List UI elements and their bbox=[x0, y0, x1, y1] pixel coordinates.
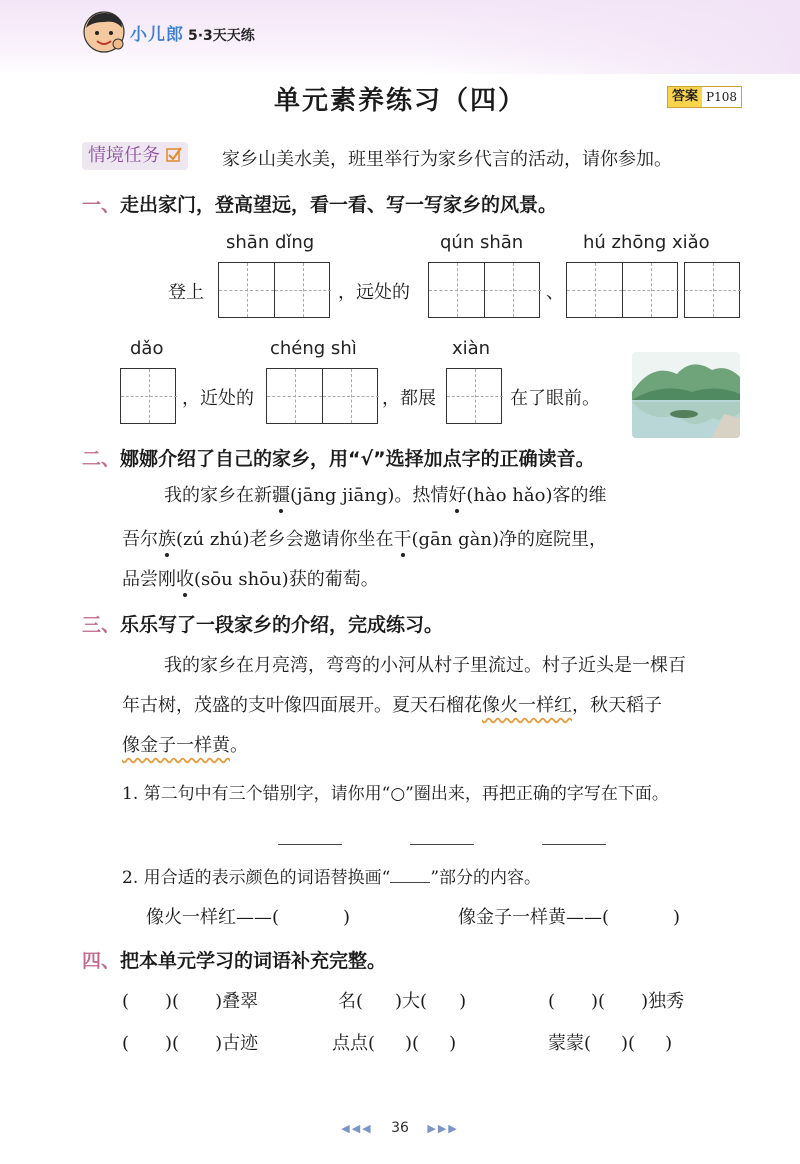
pinyin-2: qún shān bbox=[440, 232, 524, 253]
section-3-para-line-1: 我的家乡在月亮湾，弯弯的小河从村子里流过。村子近头是一棵百 bbox=[164, 655, 686, 676]
write-box-huzhong[interactable] bbox=[566, 262, 678, 318]
text-douzhan: ，都展 bbox=[382, 388, 436, 409]
section-3-para-line-2: 年古树，茂盛的支叶像四面展开。夏天石榴花像火一样红，秋天稻子 bbox=[122, 695, 662, 716]
section-3-heading: 三、乐乐写了一段家乡的介绍，完成练习。 bbox=[82, 614, 444, 636]
text-dengshang: 登上 bbox=[168, 282, 204, 303]
brand-logo: 小儿郎 5·3天天练 bbox=[130, 25, 255, 45]
section-1-heading: 一、走出家门，登高望远，看一看、写一写家乡的风景。 bbox=[82, 194, 558, 216]
word-row-2-a: ( )( )古迹 bbox=[122, 1033, 259, 1054]
page-footer bbox=[0, 1120, 800, 1136]
pinyin-1: shān dǐng bbox=[226, 232, 315, 253]
word-row-1-a: ( )( )叠翠 bbox=[122, 991, 259, 1012]
task-text: 家乡山美水美，班里举行为家乡代言的活动，请你参加。 bbox=[222, 149, 672, 170]
text-yuanchu: ，远处的 bbox=[338, 282, 410, 303]
write-box-shanding[interactable] bbox=[218, 262, 330, 318]
answer-page: P108 bbox=[702, 87, 741, 107]
word-row-2-b: 点点( )( ) bbox=[332, 1033, 457, 1054]
write-box-chengshi[interactable] bbox=[266, 368, 378, 424]
write-box-dao[interactable] bbox=[120, 368, 176, 424]
text-yanqian: 在了眼前。 bbox=[510, 388, 600, 409]
word-row-1-b: 名( )大( ) bbox=[338, 991, 467, 1012]
section-2-line-2: 吾尔族(zú zhú)老乡会邀请你坐在干(gān gàn)净的庭院里， bbox=[122, 529, 607, 550]
pinyin-4: dǎo bbox=[130, 338, 164, 359]
section-2-line-1: 我的家乡在新疆(jāng jiāng)。热情好(hào hǎo)客的维 bbox=[164, 485, 607, 506]
write-box-xian[interactable] bbox=[446, 368, 502, 424]
question-1: 1. 第二句中有三个错别字，请你用“○”圈出来，再把正确的字写在下面。 bbox=[122, 784, 669, 804]
task-tag: 情境任务 bbox=[82, 142, 188, 170]
replace-red: 像火一样红——( ) bbox=[146, 907, 351, 928]
answer-blank-1[interactable] bbox=[278, 844, 342, 845]
answer-label: 答案 bbox=[672, 89, 699, 104]
pinyin-6: xiàn bbox=[452, 338, 491, 359]
section-3-para-line-3: 像金子一样黄。 bbox=[122, 735, 248, 756]
answer-blank-3[interactable] bbox=[542, 844, 606, 845]
replace-yellow: 像金子一样黄——( ) bbox=[458, 907, 681, 928]
word-row-1-c: ( )( )独秀 bbox=[548, 991, 685, 1012]
text-dunhao: 、 bbox=[546, 282, 564, 303]
word-row-2-c: 蒙蒙( )( ) bbox=[548, 1033, 673, 1054]
question-2: 2. 用合适的表示颜色的词语替换画“ ”部分的内容。 bbox=[122, 868, 542, 888]
section-2-heading: 二、娜娜介绍了自己的家乡，用“√”选择加点字的正确读音。 bbox=[82, 448, 595, 470]
page-number: 36 bbox=[391, 1120, 409, 1136]
text-jinchu: ，近处的 bbox=[182, 388, 254, 409]
checkbox-icon bbox=[166, 147, 182, 163]
pinyin-3: hú zhōng xiǎo bbox=[583, 232, 710, 253]
mascot-icon bbox=[82, 10, 126, 54]
answer-badge[interactable] bbox=[667, 86, 742, 108]
write-box-qunshan[interactable] bbox=[428, 262, 540, 318]
section-2-line-3: 品尝刚收(sōu shōu)获的葡萄。 bbox=[122, 569, 379, 590]
left-arrows-icon: ◀◀◀ bbox=[341, 1122, 373, 1135]
landscape-illustration bbox=[632, 352, 740, 438]
right-arrows-icon: ▶▶▶ bbox=[427, 1122, 459, 1135]
answer-blank-2[interactable] bbox=[410, 844, 474, 845]
write-box-xiao[interactable] bbox=[684, 262, 740, 318]
page-title: 单元素养练习（四） bbox=[273, 86, 526, 116]
pinyin-5: chéng shì bbox=[270, 338, 357, 359]
section-4-heading: 四、把本单元学习的词语补充完整。 bbox=[82, 950, 387, 972]
